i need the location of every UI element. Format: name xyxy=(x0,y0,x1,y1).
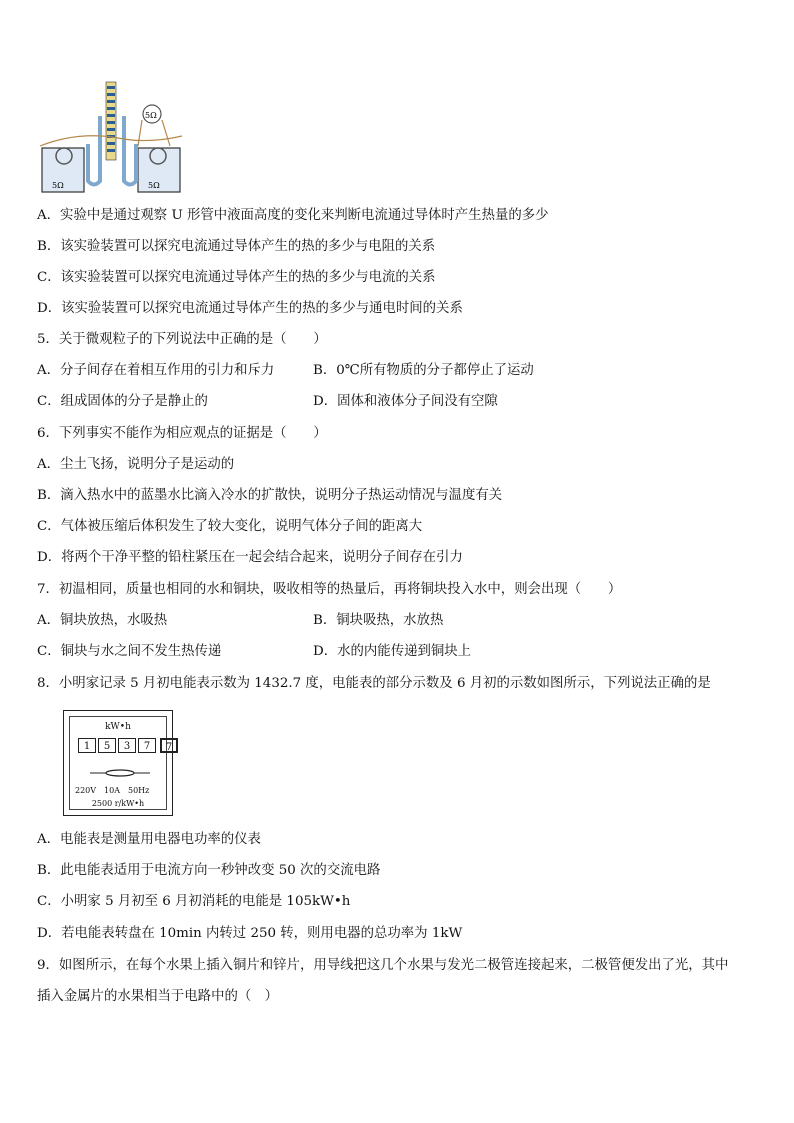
q6-option-d: D．将两个干净平整的铅柱紧压在一起会结合起来，说明分子间存在引力 xyxy=(37,550,463,565)
q7-option-b: B．铜块吸热，水放热 xyxy=(313,613,444,628)
q6-option-a: A．尘土飞扬，说明分子是运动的 xyxy=(37,457,235,472)
q8-stem: 8．小明家记录 5 月初电能表示数为 1432.7 度，电能表的部分示数及 6 月初的示数如图所示，下列说法正确的是 xyxy=(37,676,711,691)
meter-unit: kW•h xyxy=(105,722,131,732)
q4-option-a: A．实验中是通过观察 U 形管中液面高度的变化来判断电流通过导体时产生热量的多少 xyxy=(37,208,549,223)
joule-heat-apparatus-figure xyxy=(38,76,184,196)
q4-option-b: B．该实验装置可以探究电流通过导体产生的热的多少与电阻的关系 xyxy=(37,239,436,254)
meter-digit-decimal: 7 xyxy=(160,738,178,753)
q5-option-b: B．0℃所有物质的分子都停止了运动 xyxy=(313,363,534,378)
q5-stem: 5．关于微观粒子的下列说法中正确的是（ ） xyxy=(37,332,327,347)
q6-option-c: C．气体被压缩后体积发生了较大变化，说明气体分子间的距离大 xyxy=(37,519,423,534)
q8-option-b: B．此电能表适用于电流方向一秒钟改变 50 次的交流电路 xyxy=(37,863,381,878)
meter-spec-line: 220V 10A 50Hz xyxy=(75,786,150,795)
q9-stem-line1: 9．如图所示，在每个水果上插入铜片和锌片，用导线把这几个水果与发光二极管连接起来，二极管便发出了光，其中 xyxy=(37,958,729,973)
q8-option-d: D．若电能表转盘在 10min 内转过 250 转，则用电器的总功率为 1kW xyxy=(37,926,463,941)
q5-option-d: D．固体和液体分子间没有空隙 xyxy=(313,394,498,409)
q7-option-a: A．铜块放热，水吸热 xyxy=(37,613,168,628)
meter-rate: 2500 r/kW•h xyxy=(91,799,145,808)
meter-digit: 5 xyxy=(98,738,116,753)
meter-digits xyxy=(78,738,180,753)
resistor-label-right: 5Ω xyxy=(148,181,160,190)
q7-option-c: C．铜块与水之间不发生热传递 xyxy=(37,644,222,659)
meter-digit: 7 xyxy=(138,738,156,753)
meter-digit: 1 xyxy=(78,738,96,753)
meter-digit: 3 xyxy=(118,738,136,753)
resistor-label-external: 5Ω xyxy=(145,111,157,120)
q7-option-d: D．水的内能传递到铜块上 xyxy=(313,644,472,659)
q7-stem: 7．初温相同，质量也相同的水和铜块，吸收相等的热量后，再将铜块投入水中，则会出现（ ） xyxy=(37,582,622,597)
electricity-meter-figure xyxy=(63,710,173,816)
q5-option-c: C．组成固体的分子是静止的 xyxy=(37,394,208,409)
q8-option-a: A．电能表是测量用电器电功率的仪表 xyxy=(37,832,261,847)
q8-option-c: C．小明家 5 月初至 6 月初消耗的电能是 105kW•h xyxy=(37,894,351,909)
q6-stem: 6．下列事实不能作为相应观点的证据是（ ） xyxy=(37,426,327,441)
q6-option-b: B．滴入热水中的蓝墨水比滴入冷水的扩散快，说明分子热运动情况与温度有关 xyxy=(37,488,503,503)
q4-option-d: D．该实验装置可以探究电流通过导体产生的热的多少与通电时间的关系 xyxy=(37,301,463,316)
q5-option-a: A．分子间存在着相互作用的引力和斥力 xyxy=(37,363,275,378)
q4-option-c: C．该实验装置可以探究电流通过导体产生的热的多少与电流的关系 xyxy=(37,270,436,285)
resistor-label-left: 5Ω xyxy=(52,181,64,190)
q9-stem-line2: 插入金属片的水果相当于电路中的（ ） xyxy=(37,989,279,1004)
meter-rotor-icon xyxy=(90,769,150,777)
